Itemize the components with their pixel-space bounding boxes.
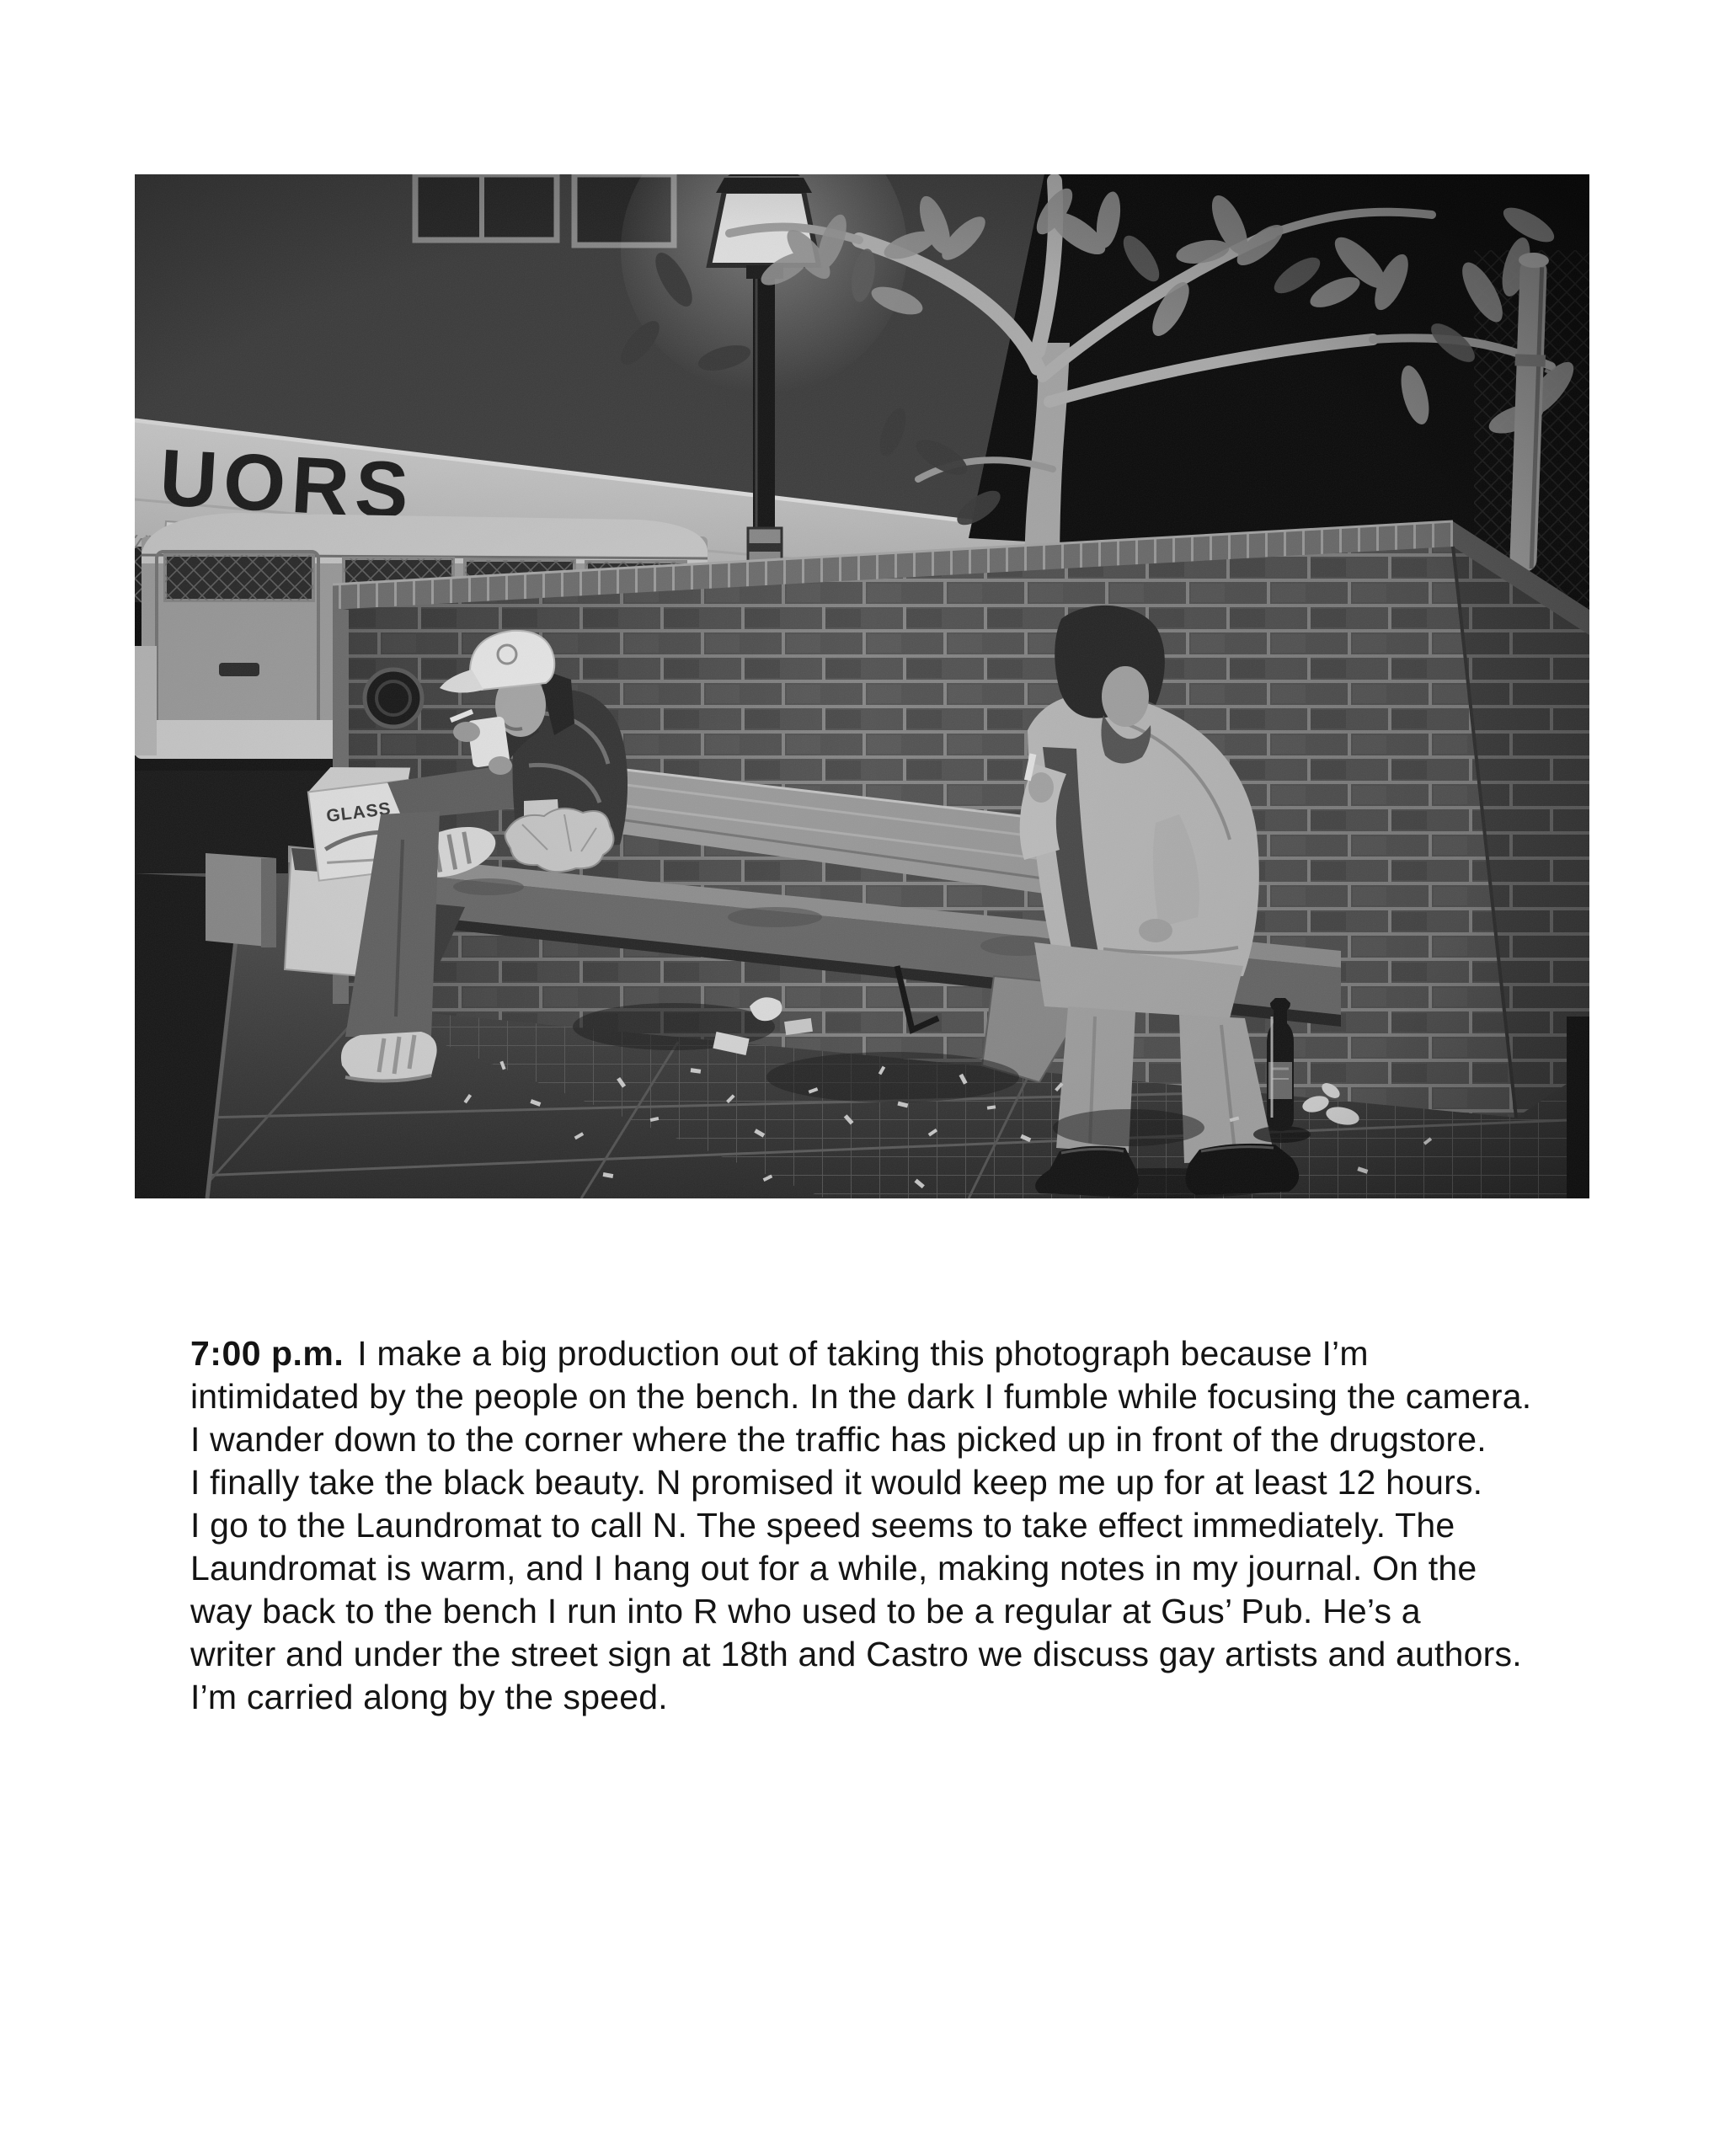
caption-line: writer and under the street sign at 18th and Castro we discuss gay artists and authors. — [190, 1635, 1522, 1673]
caption-line: way back to the bench I run into R who used to be a regular at Gus’ Pub. He’s a — [190, 1592, 1421, 1630]
caption — [190, 1332, 1605, 1719]
caption-timestamp: 7:00 p.m. — [190, 1334, 344, 1373]
caption-text: I make a big production out of taking this photograph because I’m — [357, 1334, 1369, 1373]
caption-line: Laundromat is warm, and I hang out for a while, making notes in my journal. On the — [190, 1549, 1477, 1588]
photograph — [135, 174, 1589, 1198]
caption-line: I go to the Laundromat to call N. The speed seems to take effect immediately. The — [190, 1506, 1455, 1545]
caption-line — [190, 1332, 1605, 1375]
caption-line: I wander down to the corner where the traffic has picked up in front of the drugstore. — [190, 1420, 1487, 1459]
caption-line: intimidated by the people on the bench. In the dark I fumble while focusing the camera. — [190, 1377, 1532, 1416]
caption-line: I finally take the black beauty. N promised it would keep me up for at least 12 hours. — [190, 1463, 1483, 1502]
vignette — [135, 174, 1589, 1198]
caption-line: I’m carried along by the speed. — [190, 1678, 668, 1716]
photo-canvas — [135, 174, 1589, 1198]
